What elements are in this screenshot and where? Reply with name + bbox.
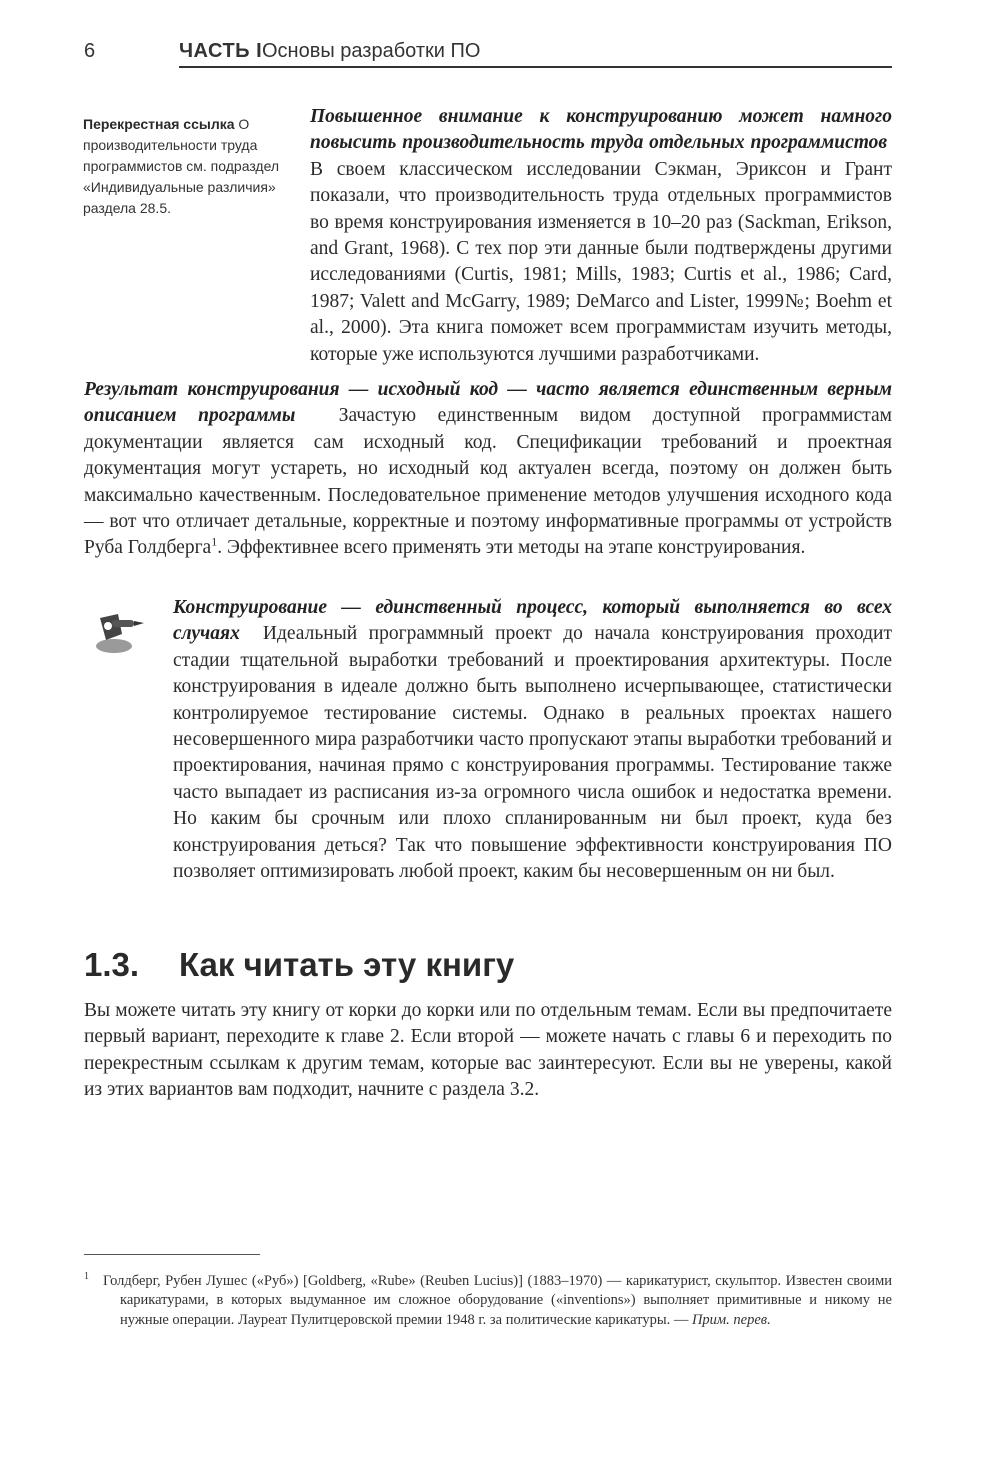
header-rule: [179, 66, 892, 68]
footnote-reference[interactable]: 1: [211, 534, 218, 549]
paragraph-text: Вы можете читать эту книгу от корки до корки или по отдельным темам. Если вы предпочитаете первый вариант, переходите к главе 2. Если второй — можете начать с главы 6 и переходить по перекрестным ссылкам к другим темам, которые вас заинтересуют. Если вы не уверены, какой из этих вариантов вам подходит, начните с раздела 3.2.: [84, 1000, 892, 1101]
footnote: [84, 1267, 892, 1330]
running-header: [84, 36, 892, 68]
paragraph-text-tail: . Эффективнее всего применять эти методы на этапе конструирования.: [217, 537, 806, 559]
paragraph-lead: Повышенное внимание к конструированию может намного повысить производительность труда отдельных программистов: [310, 106, 892, 154]
cross-reference-label: Перекрестная ссылка: [83, 116, 235, 132]
paragraph-lead: Конструирование — единственный процесс, который выполняется во всех случаях: [173, 597, 892, 645]
section-heading: [84, 946, 514, 984]
page-number: 6: [84, 40, 96, 62]
paragraph-construction-always: [84, 595, 892, 885]
paragraph-text: В своем классическом исследовании Сэкман, Эриксон и Грант показали, что производительность труда отдельных программистов во время конструирования изменяется в 10–20 раз (Sackman, Erikson, and Grant, 1968). С тех пор эти данные были подтверждены другими исследованиями (Curtis, 1981; Mills, 1983; Curtis et al., 1986; Card, 1987; Valett and McGarry, 1989; DeMarco and Lister, 1999№; Boehm et al., 2000). Эта книга поможет всем программистам изучить методы, которые уже используются лучшими разработчиками.: [310, 158, 892, 365]
paragraph-source-code: [84, 377, 892, 562]
paragraph-lead: Результат конструирования — исходный код — часто является единственным верным описанием программы: [84, 379, 892, 427]
paragraph-text: Идеальный программный проект до начала конструирования проходит стадии тщательной выработки требований и проектирования архитектуры. После конструирования в идеале должно быть выполнено исчерпывающее, статистически контролируемое тестирование системы. Однако в реальных проектах нашего несовершенного мира разработчики часто пропускают этапы выработки требований и проектирования, начиная прямо с конструирования программы. Тестирование также часто выпадает из расписания из-за огромного числа ошибок и недостатка времени. Но каким бы срочным или плохо спланированным ни был проект, куда без конструирования деться? Так что повышение эффективности конструирования ПО позволяет оптимизировать любой проект, каким бы несовершенным он ни был.: [173, 623, 892, 883]
footnote-translator-note: Прим. перев.: [691, 1311, 771, 1328]
part-label: ЧАСТЬ I: [179, 40, 263, 62]
paragraph-text: Зачастую единственным видом доступной программистам документации является сам исходный код. Спецификации требований и проектная документация могут устареть, но исходный код актуален всегда, поэтому он должен быть максимально качественным. Последовательное применение методов улучшения исходного кода — вот что отличает детальные, корректные и поэтому информативные программы от устройств Руба Голдберга: [84, 405, 892, 559]
footnote-rule: [84, 1254, 260, 1255]
section-number: 1.3.: [84, 946, 140, 983]
cross-reference-text: О производительности труда программистов см. подраздел «Индивидуальные различия» раздела 28.5.: [83, 116, 280, 216]
section-title: Как читать эту книгу: [179, 946, 515, 983]
paragraph-how-to-read: [84, 998, 892, 1104]
part-title: Основы разработки ПО: [262, 40, 481, 62]
paragraph-productivity: [84, 104, 892, 368]
footnote-mark: 1: [84, 1271, 89, 1282]
footnote-text: Голдберг, Рубен Лушес («Руб») [Goldberg, «Rube» (Reuben Lucius)] (1883–1970) — карикатурист, скульптор. Известен своими карикатурами, в которых выдуманное им сложное оборудование («inventions») выполняет примитивные и никому не нужные операции. Лауреат Пулитцеровской премии 1948 г. за политические карикатуры. —: [103, 1272, 892, 1328]
